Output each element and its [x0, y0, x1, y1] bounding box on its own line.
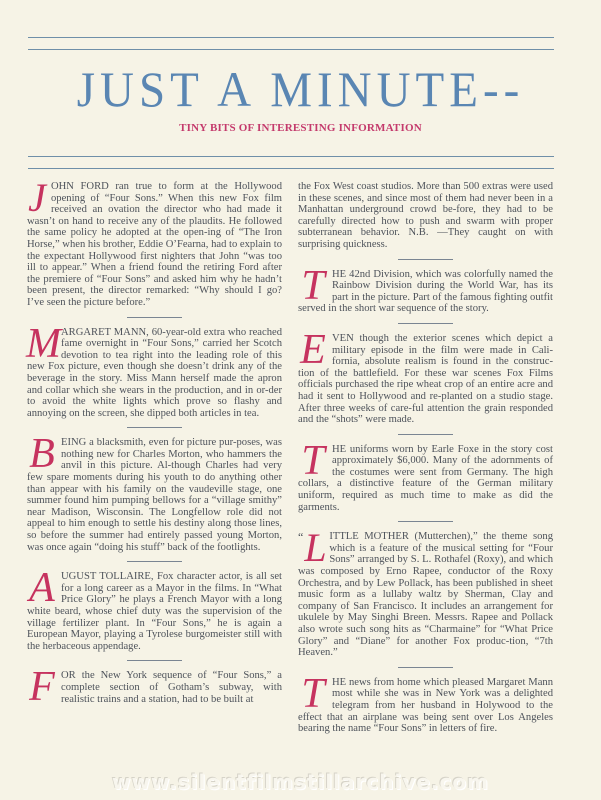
separator: [398, 259, 453, 260]
item-text: EING a blacksmith, even for picture pur-poses, was nothing new for Charles Morton, who hammers the anvil in this picture. Al-though Charles had very few spare moments during his youth to do anything other than appear with his family on the vaudeville stage, one summer found him pumping bellows for a “village smithy” near Madison, Wisconsin. The Longfellow role did not appeal to him enough to settle his destiny along those lines, so before the summer had entirely passed young Morton, was once again “doing his stuff” back of the footlights.: [27, 437, 282, 553]
news-item-subway: [27, 664, 282, 711]
right-column: [298, 181, 553, 735]
page-title: JUST A MINUTE--: [76, 62, 525, 118]
item-text: UGUST TOLLAIRE, Fox character actor, is all set for a long career as a Mayor in the films. In “What Price Glory” he plays a French Mayor with a long white beard, whose chief duty was the supervision of the village fertilizer plant. In “Four Sons,” he is again a European Mayor, playing a Tyrolese burgomeister still with the herbaceous appendage.: [27, 571, 282, 652]
news-item-telegram: [298, 670, 553, 735]
drop-cap: T: [301, 262, 325, 309]
item-text: OHN FORD ran true to form at the Hollywood opening of “Four Sons.” When this new Fox film received an ovation the director who had made it wasn’t on hand to receive any of the plaudits. He followed the same policy he adopted at the open-ing of “The Iron Horse,” when his brother, Eddie O’Fearna, had to explain to the expectant Hollywood first nighters that John “was too ill to appear.” When a friend found the retiring Ford after the premiere of “Four Sons” and asked him why he hadn’t been present, the director remarked: “Why should I go? I’ve seen the picture before.”: [27, 181, 282, 308]
bottom-rule-2: [28, 168, 554, 169]
item-text: HE uniforms worn by Earle Foxe in the story cost approximately $6,000. Many of the adornments of the costumes were sent from Germany. The high collars, a distinctive feature of the German military uniform, required as much time to make as did the garments.: [298, 443, 553, 513]
left-column: [26, 175, 282, 711]
item-text: OR the New York sequence of “Four Sons,” a complete section of Gotham’s subway, with realistic trains and a station, had to be built at: [61, 670, 282, 705]
news-item-august-tollaire: [27, 565, 282, 652]
separator: [398, 434, 453, 435]
separator: [398, 667, 453, 668]
drop-cap: T: [301, 670, 325, 717]
news-item-subway-continuation: the Fox West coast studios. More than 500 extras were used in these scenes, and since most of them had never been in a Manhattan underground crowd be-fore, they had to be carefully directed how to push and swarm with proper subterranean behavior. N.B. —They caught on with surprising quickness.: [298, 181, 553, 250]
separator: [398, 521, 453, 522]
separator: [127, 427, 182, 428]
drop-cap: B: [29, 431, 55, 478]
separator: [127, 660, 182, 661]
top-rule-1: [28, 37, 554, 38]
opening-quote: “: [298, 530, 304, 545]
drop-cap: T: [301, 437, 325, 484]
news-item-42nd-division: [298, 262, 553, 315]
separator: [127, 317, 182, 318]
item-text: ITTLE MOTHER (Mutterchen),” the theme song which is a feature of the musical setting for “Four Sons” arranged by S. L. Rothafel (Roxy), and which was composed by Erno Rapee, conductor of the Roxy Orchestra, and by Lew Pollack, has been published in sheet music form as a lullaby waltz by Sherman, Clay and company of San Francisco. It includes an arrangement for ukulele by May Singhi Breen. Messrs. Rapee and Pollack also wrote such song hits as “Charmaine” for “What Price Glory” and “Diane” for another Fox produc-tion, “7th Heaven.”: [298, 531, 553, 659]
drop-cap: M: [26, 320, 61, 367]
news-item-uniforms: [298, 437, 553, 514]
item-text: HE news from home which pleased Margaret Mann most while she was in New York was a delighted telegram from her husband in Holywood to the effect that an airplane was being sent over Los Angeles bearing the name “Four Sons” in letters of fire.: [298, 676, 553, 735]
news-item-john-ford: [27, 175, 282, 309]
news-item-wheat-crop: [298, 326, 553, 426]
watermark: www.silentfilmstillarchive.com: [112, 770, 489, 794]
news-item-margaret-mann: [26, 320, 282, 420]
separator: [127, 561, 182, 562]
bottom-rule-1: [28, 156, 554, 157]
news-item-charles-morton: [27, 431, 282, 553]
drop-cap: F: [29, 664, 55, 711]
drop-cap: E: [300, 326, 326, 373]
news-item-little-mother: [298, 525, 553, 659]
separator: [398, 323, 453, 324]
drop-cap: A: [29, 565, 55, 612]
top-rule-2: [28, 49, 554, 50]
item-text: VEN though the exterior scenes which depict a military episode in the film were made in Cali-fornia, absolute realism is found in the construc-tion of the battlefield. For these war scenes Fox Films officials purchased the ripe wheat crop of an entire acre and had it sent to Hollywood and re-planted on a studio stage. After three weeks of care-ful attention the grain responded and the “shots” were made.: [298, 332, 553, 426]
drop-cap: L: [304, 525, 327, 571]
page-subtitle: TINY BITS OF INTERESTING INFORMATION: [179, 122, 422, 134]
drop-cap: J: [28, 175, 46, 220]
item-text: HE 42nd Division, which was colorfully named the Rainbow Division during the World War, has its part in the picture. Part of the famous fighting outfit served in the short war sequence of the story.: [298, 268, 553, 315]
item-text: ARGARET MANN, 60-year-old extra who reached fame overnight in “Four Sons,” carried her Scotch devotion to tea right into the leading role of this new Fox picture, even though she doesn’t drink any of the beverage in the story. Miss Mann herself made the apron and collar which she wears in the production, and in or-der to avoid the white lights which prove so flashy and annoying on the screen, she dipped both articles in tea.: [27, 326, 282, 419]
